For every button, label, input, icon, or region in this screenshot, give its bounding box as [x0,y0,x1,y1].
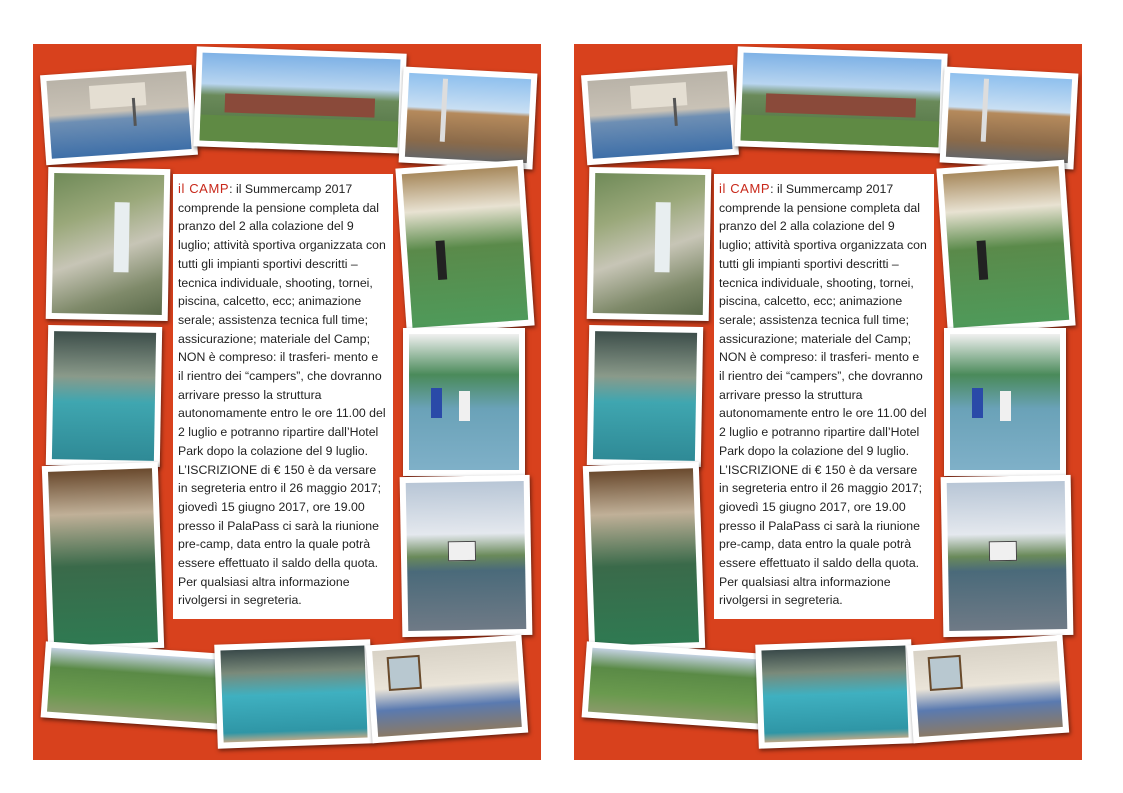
photo-court-clouds [400,475,533,637]
camp-body: : il Summercamp 2017 comprende la pensione completa dal pranzo del 2 alla colazione del 9 luglio; attività sportiva organizzata con tutti gli impianti sportivi descritti – tecnica individuale, shooting, tornei, piscina, calcetto, ecc; animazione serale; assistenza tecnica full time; assicurazione; materiale del Camp; NON è compreso: il trasferi- mento e il rientro dei “campers”, che dovranno arrivare presso la struttura autonomamente entro le ore 11.00 del 2 luglio e potranno ripartire dall’Hotel Park dopo la colazione del 9 luglio. L’ISCRIZIONE di € 150 è da versare in segreteria entro il 26 maggio 2017; giovedì 15 giugno 2017, ore 19.00 presso il PalaPass ci sarà la riunione pre-camp, data entro la quale potrà essere effettuato il saldo della quota. Per qualsiasi altra informazione rivolgersi in segreteria. [719,182,927,608]
photo-hotel [193,46,406,153]
camp-info-text [714,174,934,619]
photo-hotel-bedroom [366,635,528,744]
photo-outdoor-basketball [936,160,1075,335]
photo-indoor-pool [46,325,162,467]
camp-lead: il CAMP [719,181,771,196]
photo-waterfall [46,167,171,321]
photo-soccer-field [582,641,779,730]
camp-info-text [173,174,393,619]
flyer-page-right [574,44,1082,760]
photo-outdoor-pool [755,639,915,748]
photo-indoor-gym [40,65,198,165]
photo-town-square [399,67,538,170]
photo-outdoor-basketball [395,160,534,335]
photo-indoor-pool [587,325,703,467]
photo-indoor-arena [42,462,164,652]
photo-indoor-gym [581,65,739,165]
photo-town-square [940,67,1079,170]
flyer-page-left [33,44,541,760]
photo-outdoor-pool [214,639,374,748]
camp-body: : il Summercamp 2017 comprende la pensione completa dal pranzo del 2 alla colazione del 9 luglio; attività sportiva organizzata con tutti gli impianti sportivi descritti – tecnica individuale, shooting, tornei, piscina, calcetto, ecc; animazione serale; assistenza tecnica full time; assicurazione; materiale del Camp; NON è compreso: il trasferi- mento e il rientro dei “campers”, che dovranno arrivare presso la struttura autonomamente entro le ore 11.00 del 2 luglio e potranno ripartire dall’Hotel Park dopo la colazione del 9 luglio. L’ISCRIZIONE di € 150 è da versare in segreteria entro il 26 maggio 2017; giovedì 15 giugno 2017, ore 19.00 presso il PalaPass ci sarà la riunione pre-camp, data entro la quale potrà essere effettuato il saldo della quota. Per qualsiasi altra informazione rivolgersi in segreteria. [178,182,386,608]
photo-hotel [734,46,947,153]
photo-hotel-bedroom [907,635,1069,744]
photo-blue-court [944,328,1066,476]
photo-indoor-arena [583,462,705,652]
camp-lead: il CAMP [178,181,230,196]
photo-soccer-field [41,641,238,730]
photo-waterfall [587,167,712,321]
photo-court-clouds [941,475,1074,637]
photo-blue-court [403,328,525,476]
